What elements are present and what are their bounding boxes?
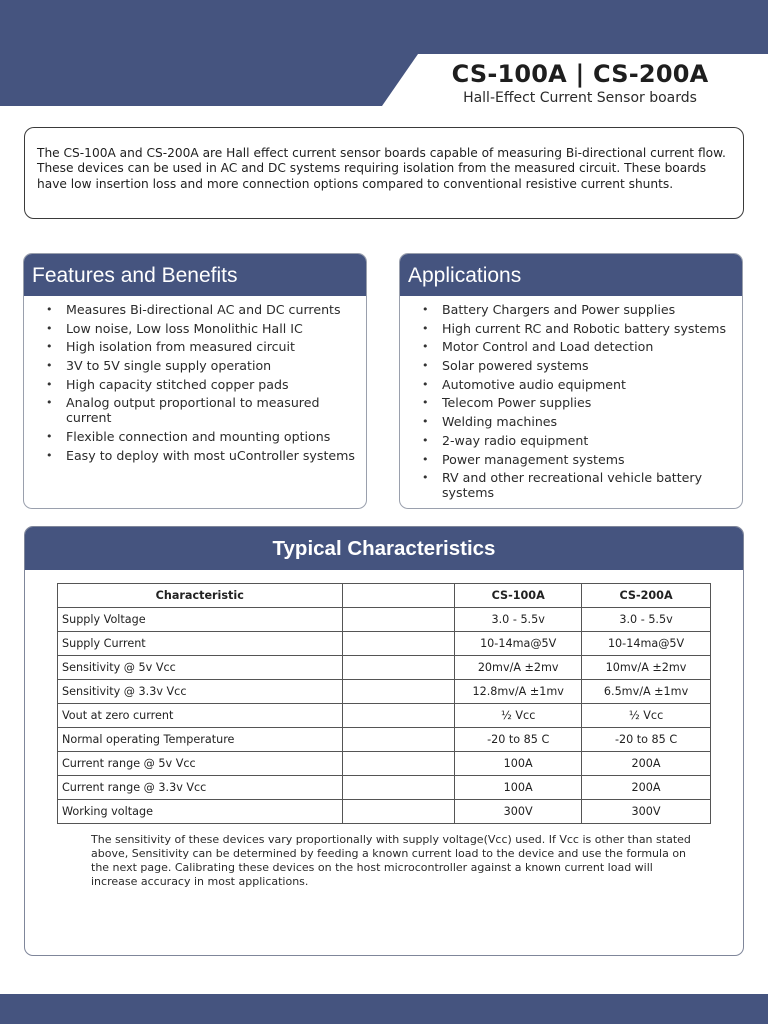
list-item-text: 3V to 5V single supply operation bbox=[66, 358, 272, 374]
cell-cs100a: 10-14ma@5V bbox=[455, 632, 582, 656]
bullet-icon: • bbox=[422, 433, 429, 447]
cell-blank bbox=[342, 632, 455, 656]
cell-cs200a: 6.5mv/A ±1mv bbox=[582, 680, 711, 704]
footer-band bbox=[0, 994, 768, 1024]
bullet-icon: • bbox=[46, 396, 53, 410]
bullet-icon: • bbox=[422, 321, 429, 335]
cell-blank bbox=[342, 800, 455, 824]
list-item bbox=[422, 414, 736, 429]
list-item bbox=[422, 452, 736, 467]
list-item-text: 2-way radio equipment bbox=[442, 432, 589, 448]
intro-text: The CS-100A and CS-200A are Hall effect current sensor boards capable of measuring Bi-directional current flow. These devices can be used in AC and DC systems requiring isolation from the measured circuit. These boards have low insertion loss and more connection options compared to conventional resistive current shunts. bbox=[37, 146, 726, 191]
cell-characteristic: Vout at zero current bbox=[58, 704, 343, 728]
cell-cs200a: 200A bbox=[582, 776, 711, 800]
bullet-icon: • bbox=[46, 448, 53, 462]
cell-cs100a: 300V bbox=[455, 800, 582, 824]
list-item-text: High isolation from measured circuit bbox=[66, 339, 295, 355]
list-item bbox=[46, 377, 360, 392]
table-row bbox=[58, 704, 711, 728]
list-item-text: Telecom Power supplies bbox=[442, 395, 592, 411]
table-row bbox=[58, 632, 711, 656]
cell-cs100a: 100A bbox=[455, 752, 582, 776]
applications-list bbox=[400, 296, 742, 500]
applications-title: Applications bbox=[400, 254, 742, 296]
cell-cs100a: 20mv/A ±2mv bbox=[455, 656, 582, 680]
table-row bbox=[58, 800, 711, 824]
bullet-icon: • bbox=[46, 321, 53, 335]
bullet-icon: • bbox=[46, 359, 53, 373]
table-row bbox=[58, 752, 711, 776]
intro-box bbox=[24, 127, 744, 219]
list-item-text: Automotive audio equipment bbox=[442, 376, 626, 392]
list-item-text: Welding machines bbox=[442, 414, 558, 430]
cell-cs200a: 10-14ma@5V bbox=[582, 632, 711, 656]
cell-cs100a: 3.0 - 5.5v bbox=[455, 608, 582, 632]
table-row bbox=[58, 728, 711, 752]
bullet-icon: • bbox=[422, 359, 429, 373]
header-characteristic: Characteristic bbox=[58, 584, 343, 608]
list-item-text: Easy to deploy with most uController systems bbox=[66, 447, 355, 463]
page-subtitle: Hall-Effect Current Sensor boards bbox=[463, 90, 697, 106]
cell-cs100a: 12.8mv/A ±1mv bbox=[455, 680, 582, 704]
cell-blank bbox=[342, 704, 455, 728]
list-item bbox=[422, 377, 736, 392]
cell-cs100a: ½ Vcc bbox=[455, 704, 582, 728]
list-item bbox=[46, 339, 360, 354]
header-cs100a: CS-100A bbox=[455, 584, 582, 608]
cell-cs100a: -20 to 85 C bbox=[455, 728, 582, 752]
sensitivity-note: The sensitivity of these devices vary proportionally with supply voltage(Vcc) used. If Vcc is other than stated above, Sensitivity can be determined by feeding a known current load to the device and use the formula on the next page. Calibrating these devices on the host microcontroller against a known current load will increase accuracy in most applications. bbox=[91, 833, 691, 888]
cell-blank bbox=[342, 752, 455, 776]
bullet-icon: • bbox=[46, 377, 53, 391]
table-body bbox=[58, 608, 711, 824]
cell-characteristic: Working voltage bbox=[58, 800, 343, 824]
bullet-icon: • bbox=[422, 303, 429, 316]
cell-characteristic: Sensitivity @ 5v Vcc bbox=[58, 656, 343, 680]
table-row bbox=[58, 656, 711, 680]
cell-blank bbox=[342, 608, 455, 632]
list-item-text: Motor Control and Load detection bbox=[442, 339, 654, 355]
bullet-icon: • bbox=[422, 396, 429, 410]
characteristics-card bbox=[24, 526, 744, 956]
list-item bbox=[422, 321, 736, 336]
bullet-icon: • bbox=[422, 377, 429, 391]
cell-cs200a: 300V bbox=[582, 800, 711, 824]
features-list bbox=[24, 296, 366, 463]
table-row bbox=[58, 608, 711, 632]
cell-characteristic: Supply Voltage bbox=[58, 608, 343, 632]
bullet-icon: • bbox=[46, 430, 53, 444]
bullet-icon: • bbox=[422, 415, 429, 429]
list-item bbox=[46, 358, 360, 373]
list-item bbox=[422, 395, 736, 410]
bullet-icon: • bbox=[422, 471, 429, 485]
list-item bbox=[422, 339, 736, 354]
features-card bbox=[23, 253, 367, 509]
cell-characteristic: Current range @ 5v Vcc bbox=[58, 752, 343, 776]
cell-cs200a: -20 to 85 C bbox=[582, 728, 711, 752]
cell-cs200a: 200A bbox=[582, 752, 711, 776]
list-item-text: Analog output proportional to measured current bbox=[66, 395, 320, 426]
cell-characteristic: Sensitivity @ 3.3v Vcc bbox=[58, 680, 343, 704]
cell-blank bbox=[342, 680, 455, 704]
list-item-text: Low noise, Low loss Monolithic Hall IC bbox=[66, 320, 303, 336]
bullet-icon: • bbox=[422, 340, 429, 354]
bullet-icon: • bbox=[422, 452, 429, 466]
list-item bbox=[422, 358, 736, 373]
list-item-text: Measures Bi-directional AC and DC currents bbox=[66, 302, 341, 317]
list-item-text: RV and other recreational vehicle battery systems bbox=[442, 470, 703, 501]
list-item bbox=[46, 395, 360, 425]
table-header-row bbox=[58, 584, 711, 608]
list-item bbox=[46, 429, 360, 444]
list-item-text: High capacity stitched copper pads bbox=[66, 376, 289, 392]
cell-characteristic: Normal operating Temperature bbox=[58, 728, 343, 752]
list-item bbox=[422, 433, 736, 448]
list-item bbox=[422, 470, 736, 500]
bullet-icon: • bbox=[46, 340, 53, 354]
characteristics-title: Typical Characteristics bbox=[25, 527, 743, 570]
list-item-text: Flexible connection and mounting options bbox=[66, 429, 331, 445]
cell-cs100a: 100A bbox=[455, 776, 582, 800]
list-item bbox=[46, 448, 360, 463]
cell-characteristic: Current range @ 3.3v Vcc bbox=[58, 776, 343, 800]
header-cs200a: CS-200A bbox=[582, 584, 711, 608]
cell-cs200a: 10mv/A ±2mv bbox=[582, 656, 711, 680]
bullet-icon: • bbox=[46, 303, 53, 316]
list-item bbox=[46, 321, 360, 336]
table-row bbox=[58, 680, 711, 704]
cell-characteristic: Supply Current bbox=[58, 632, 343, 656]
features-title: Features and Benefits bbox=[24, 254, 366, 296]
cell-blank bbox=[342, 776, 455, 800]
cell-cs200a: 3.0 - 5.5v bbox=[582, 608, 711, 632]
cell-cs200a: ½ Vcc bbox=[582, 704, 711, 728]
list-item-text: Power management systems bbox=[442, 451, 625, 467]
cell-blank bbox=[342, 656, 455, 680]
applications-card bbox=[399, 253, 743, 509]
characteristics-table bbox=[57, 583, 711, 824]
header-blank bbox=[342, 584, 455, 608]
list-item bbox=[422, 302, 736, 317]
table-row bbox=[58, 776, 711, 800]
list-item bbox=[46, 302, 360, 317]
list-item-text: High current RC and Robotic battery systems bbox=[442, 320, 727, 336]
cell-blank bbox=[342, 728, 455, 752]
list-item-text: Solar powered systems bbox=[442, 358, 589, 374]
list-item-text: Battery Chargers and Power supplies bbox=[442, 302, 676, 317]
page-title: CS-100A | CS-200A bbox=[451, 60, 709, 88]
